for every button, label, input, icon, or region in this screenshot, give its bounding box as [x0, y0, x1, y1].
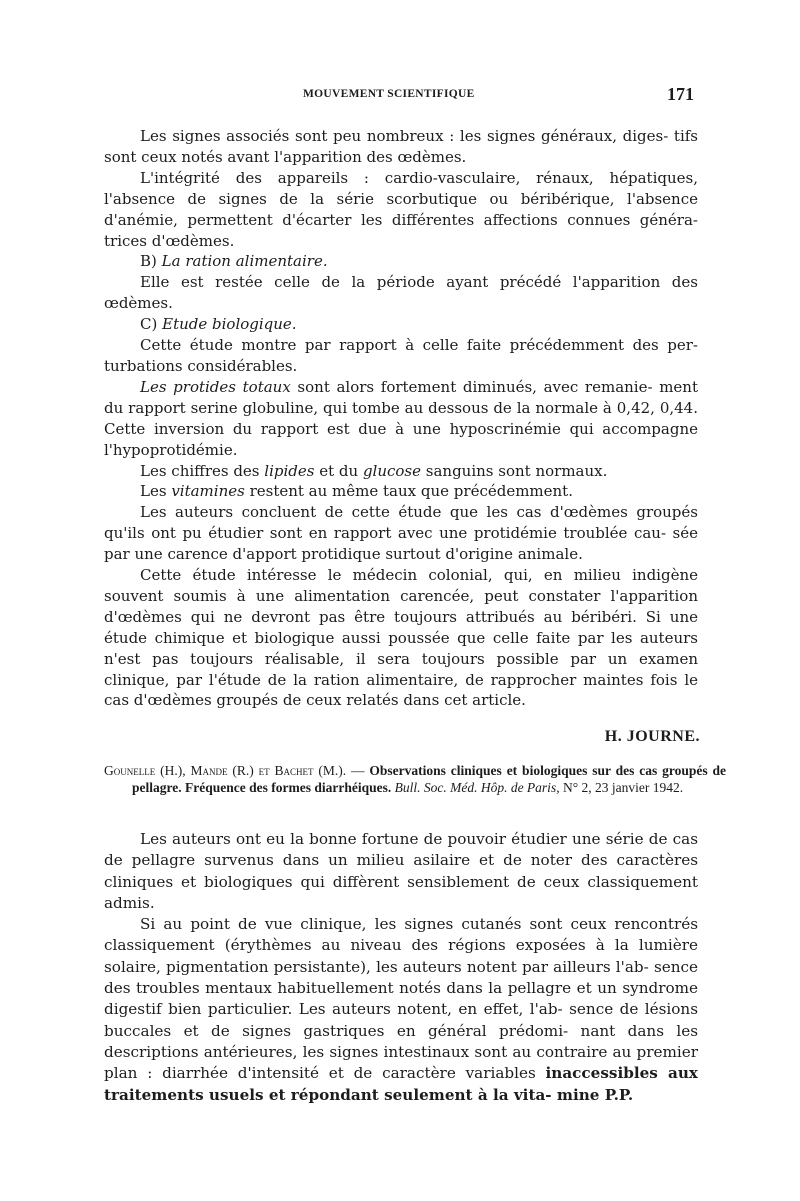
heading-b-label: B) [140, 252, 157, 271]
paragraph-etude: Cette étude montre par rapport à celle faite précédemment des per- turbations considérables. [104, 336, 698, 375]
heading-c-label: C) [140, 315, 158, 334]
paragraph-pellagre-intro: Les auteurs ont eu la bonne fortune de pouvoir étudier une série de cas de pellagre survenus dans un milieu asilaire et de noter des caractères cliniques et biologiques qui diffèrent sensiblement de ceux classiquement admis. [104, 830, 698, 912]
lipides-em: lipides [264, 461, 315, 480]
lipides-c: sanguins sont normaux. [421, 461, 608, 480]
bibliographic-reference [104, 763, 726, 797]
pellagre-clinique-text: Si au point de vue clinique, les signes cutanés sont ceux rencontrés classiquement (érythèmes au niveau des régions exposées à la lumière solaire, pigmentation persistante), les auteurs notent par ailleurs l'ab- sence des troubles mentaux habituellement notés dans la pellagre et un syndrome digestif bien particulier. Les auteurs notent, en effet, l'ab- sence de lésions buccales et de signes gastriques en général prédomi- nant dans les descriptions antérieures, les signes intestinaux sont au contraire au premier plan : diarrhée d'intensité et de caractère variables [104, 915, 698, 1083]
glucose-em: glucose [362, 461, 422, 480]
heading-biologique [104, 314, 698, 335]
paragraph-lipides [104, 461, 698, 482]
paragraph-colonial: Cette étude intéresse le médecin colonial, qui, en milieu indigène souvent soumis à une alimentation carencée, peut constater l'apparition d'œdèmes qui ne devront pas être toujours attribués au béribéri. Si une étude chimique et biologique aussi poussée que celle faite par les auteurs n'est pas toujours réalisable, il sera toujours possible par un examen clinique, par l'étude de la ration alimentaire, de rapprocher maintes fois le cas d'œdèmes groupés de ceux relatés dans cet article. [104, 566, 698, 710]
pellagre-clinique-bold: inaccessibles aux traitements usuels et répondant seulement à la vita- mine P.P. [104, 1064, 698, 1104]
paragraph-vitamines [104, 481, 698, 502]
author-signature: H. JOURNE. [604, 728, 700, 745]
running-title: MOUVEMENT SCIENTIFIQUE [303, 88, 475, 100]
reference-dash: — [346, 763, 370, 778]
review-body-section-1 [104, 126, 698, 711]
vitamines-a: Les [140, 482, 172, 501]
reference-journal: Bull. Soc. Méd. Hôp. de Paris, [391, 779, 560, 795]
paragraph-conclusion: Les auteurs concluent de cette étude que les cas d'œdèmes groupés qu'ils ont pu étudier sont en rapport avec une protidémie troublée cau- sée par une carence d'apport protidique surtout d'origine animale. [104, 503, 698, 564]
paragraph-ration: Elle est restée celle de la période ayant précédé l'apparition des œdèmes. [104, 273, 698, 313]
protides-rest: sont alors fortement diminués, avec remanie- ment du rapport serine globuline, qui tombe au dessous de la normale à 0,42, 0,44. Cette inversion du rapport est due à une hyposcrinémie qui accompagne l'hypoprotidémie. [104, 377, 698, 459]
paragraph-protides [104, 377, 698, 461]
heading-c-title: Etude biologique. [162, 315, 297, 334]
paragraph-integrity: L'intégrité des appareils : cardio-vasculaire, rénaux, hépatiques, l'absence de signes de la série scorbutique ou béribérique, l'absence d'anémie, permettent d'écarter les différentes affections connues généra- trices d'œdèmes. [104, 168, 698, 250]
review-body-section-2 [104, 829, 698, 1106]
reference-title: Observations cliniques et biologiques sur des cas groupés de pellagre. Fréquence des formes diarrhéiques. [132, 763, 727, 795]
page-header [0, 86, 800, 110]
vitamines-em: vitamines [171, 482, 245, 501]
vitamines-b: restent au même taux que précédemment. [244, 482, 573, 501]
reference-details: N° 2, 23 janvier 1942. [559, 779, 684, 795]
reference-authors: Gounelle (H.), Mande (R.) et Bachet (M.). [104, 763, 347, 778]
paragraph-pellagre-clinique [104, 914, 698, 1106]
lipides-b: et du [314, 461, 363, 480]
paragraph-associated-signs: Les signes associés sont peu nombreux : les signes généraux, diges- tifs sont ceux notés avant l'apparition des œdèmes. [104, 127, 698, 166]
heading-ration [104, 251, 698, 272]
lipides-a: Les chiffres des [140, 461, 265, 480]
protides-em: Les protides totaux [140, 377, 291, 396]
heading-b-title: La ration alimentaire. [161, 252, 328, 271]
page-number: 171 [667, 84, 694, 104]
